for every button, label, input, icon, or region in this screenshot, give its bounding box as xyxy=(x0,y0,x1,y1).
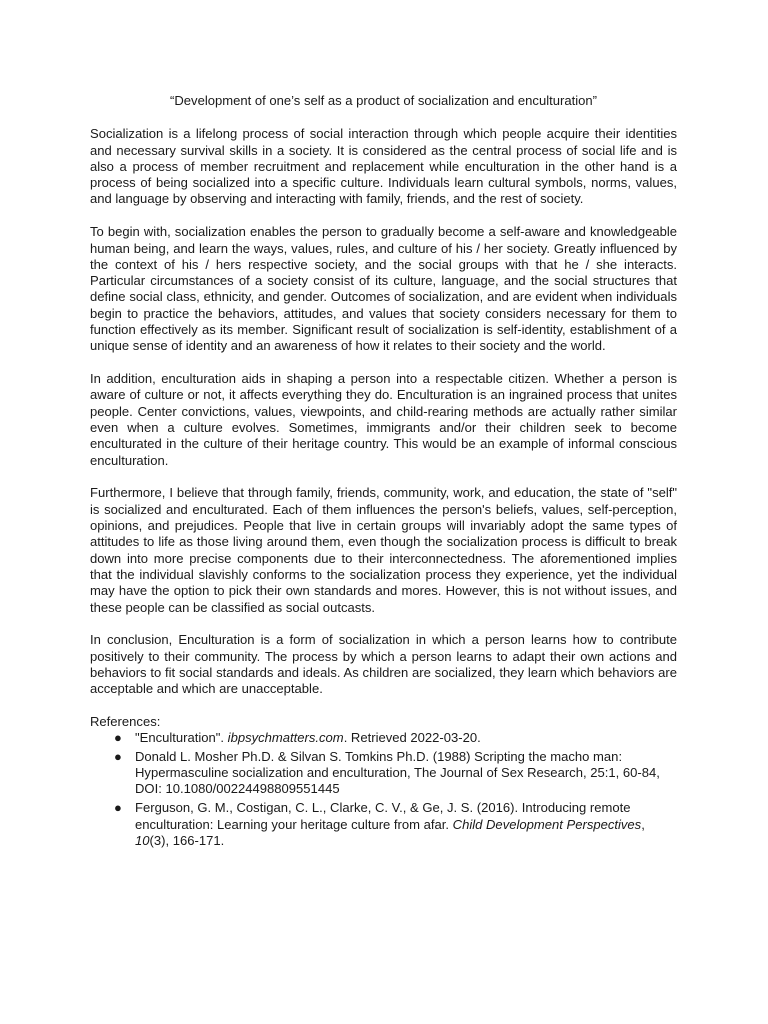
reference-text: Ferguson, G. M., Costigan, C. L., Clarke, C. V., & Ge, J. S. (2016). Introducing remote enculturation: Learning your heritage culture from afar. xyxy=(135,800,631,832)
reference-journal-italic: Child Development Perspectives xyxy=(452,816,642,832)
paragraph-self-socialized: Furthermore, I believe that through family, friends, community, work, and education, the state of "self" is socialized and enculturated. Each of them influences the person's beliefs, values, self-perception, opinions, and prejudices. People that live in certain groups will invariably adopt the same types of attitudes to life as those living around them, even though the socialization process is difficult to break down into more precise components due to their interconnectedness. The aforementioned implies that the individual slavishly conforms to the socialization process they experience, yet the individual may have the option to pick their own standards and mores. However, this is not without issues, and these people can be classified as social outcasts. xyxy=(90,485,677,615)
bullet-icon: ● xyxy=(114,748,122,764)
reference-text: , xyxy=(641,816,645,832)
reference-text: "Enculturation". xyxy=(135,730,228,746)
paragraph-socialization-self-aware: To begin with, socialization enables the person to gradually become a self-aware and knowledgeable human being, and learn the ways, values, rules, and culture of his / her society. Greatly influenced by the context of his / hers respective society, and the social groups with that he / she interacts. Particular circumstances of a society consist of its culture, language, and the social structures that define social class, ethnicity, and gender. Outcomes of socialization, and are evident when individuals begin to practice the behaviors, attitudes, and values that society considers necessary for them to function effectively as its member. Significant result of socialization is self-identity, establishment of a unique sense of identity and an awareness of how it relates to their society and the world. xyxy=(90,224,677,354)
references-heading: References: xyxy=(90,714,161,729)
reference-item xyxy=(90,730,677,746)
reference-source-italic: ibpsychmatters.com xyxy=(227,730,344,746)
references-list xyxy=(90,730,677,849)
bullet-icon: ● xyxy=(114,730,122,746)
reference-text: (3), 166-171. xyxy=(149,833,225,849)
reference-item xyxy=(90,800,677,849)
paragraph-socialization-intro: Socialization is a lifelong process of social interaction through which people acquire their identities and necessary survival skills in a society. It is considered as the central process of social life and is also a process of member recruitment and replacement while enculturation in the other hand is a process of being socialized into a specific culture. Individuals learn cultural symbols, norms, values, and language by observing and interacting with family, friends, and the rest of society. xyxy=(90,126,677,207)
reference-volume-italic: 10 xyxy=(135,833,150,849)
reference-item xyxy=(90,749,677,798)
paragraph-conclusion: In conclusion, Enculturation is a form of socialization in which a person learns how to contribute positively to their community. The process by which a person learns to adapt their own actions and behaviors to fit social standards and ideals. As children are socialized, they learn which behaviors are acceptable and which are unacceptable. xyxy=(90,632,677,697)
reference-text: . Retrieved 2022-03-20. xyxy=(343,730,481,746)
paragraph-enculturation-citizen: In addition, enculturation aids in shaping a person into a respectable citizen. Whether a person is aware of culture or not, it affects everything they do. Enculturation is an ingrained process that unites people. Center convictions, values, viewpoints, and child-rearing methods are actually rather similar even when a culture evolves. Sometimes, immigrants and/or their children seek to become enculturated in the culture of their heritage country. This would be an example of informal conscious enculturation. xyxy=(90,371,677,468)
bullet-icon: ● xyxy=(114,800,122,816)
reference-text: Donald L. Mosher Ph.D. & Silvan S. Tomkins Ph.D. (1988) Scripting the macho man: Hypermasculine socialization and enculturation, The Journal of Sex Research, 25:1, 60-84, DOI: 10.1080/00224498809551445 xyxy=(135,748,660,797)
document-title: “Development of one’s self as a product of socialization and enculturation” xyxy=(170,93,597,108)
